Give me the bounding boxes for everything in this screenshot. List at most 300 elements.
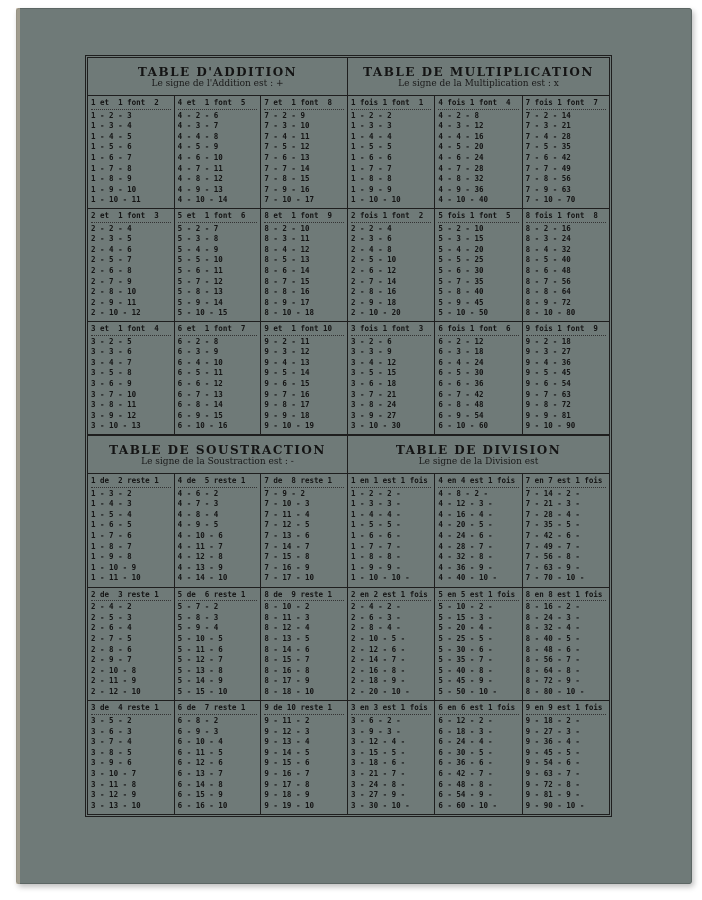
division-table-row: 1 - 2 - 2 - xyxy=(351,488,401,498)
multiplication-table-row: 2 - 10 - 20 xyxy=(351,308,401,318)
multiplication-table-row: 4 - 3 - 12 xyxy=(438,121,484,131)
addition-table-row: 9 - 6 - 15 xyxy=(264,378,310,388)
multiplication-table-row: 4 - 8 - 32 xyxy=(438,174,484,184)
soustraction-block-header: 9 de 10 reste 1 xyxy=(264,703,344,715)
addition-table-row: 8 - 4 - 12 xyxy=(264,244,310,254)
soustraction-table-row: 2 - 4 - 2 xyxy=(91,602,132,612)
addition-table-row: 2 - 8 - 10 xyxy=(91,287,137,297)
division-table-row: 7 - 63 - 9 - xyxy=(525,562,580,572)
addition-table-row: 1 - 7 - 8 xyxy=(91,163,132,173)
addition-block xyxy=(261,209,347,322)
soustraction-table-row: 8 - 14 - 6 xyxy=(264,644,310,654)
division-table-row: 2 - 8 - 4 - xyxy=(351,623,401,633)
addition-table-row: 5 - 8 - 13 xyxy=(177,287,223,297)
addition-table-row: 6 - 10 - 16 xyxy=(177,421,228,431)
soustraction-table-row: 7 - 17 - 10 xyxy=(264,573,315,583)
addition-table-row: 9 - 3 - 12 xyxy=(264,347,310,357)
multiplication-table-row: 7 - 6 - 42 xyxy=(525,152,571,162)
multiplication-table-row: 5 - 7 - 35 xyxy=(438,276,484,286)
multiplication-block xyxy=(523,322,609,434)
addition-column xyxy=(261,96,347,434)
soustraction-table-row: 2 - 10 - 8 xyxy=(91,665,137,675)
multiplication-block-header: 1 fois 1 font 1 xyxy=(351,98,431,110)
soustraction-table-row: 9 - 18 - 9 xyxy=(264,790,310,800)
division-block xyxy=(348,588,434,702)
multiplication-table-row: 8 - 10 - 80 xyxy=(525,308,576,318)
division-table-row: 7 - 49 - 7 - xyxy=(525,541,580,551)
soustraction-table-row: 9 - 14 - 5 xyxy=(264,747,310,757)
soustraction-table-row: 6 - 13 - 7 xyxy=(177,768,223,778)
multiplication-table-row: 5 - 4 - 20 xyxy=(438,244,484,254)
division-block xyxy=(435,701,521,814)
addition-table-row: 7 - 4 - 11 xyxy=(264,131,310,141)
soustraction-table-row: 5 - 8 - 3 xyxy=(177,612,219,622)
addition-block xyxy=(175,209,261,322)
division-table-row: 9 - 63 - 7 - xyxy=(525,768,580,778)
soustraction-table-row: 6 - 8 - 2 xyxy=(177,715,219,725)
division-table-row: 4 - 36 - 9 - xyxy=(438,562,493,572)
division-block-header: 4 en 4 est 1 fois xyxy=(438,476,518,488)
division-table-row: 1 - 3 - 3 - xyxy=(351,499,401,509)
multiplication-table-row: 9 - 3 - 27 xyxy=(525,347,571,357)
division-table-row: 9 - 81 - 9 - xyxy=(525,790,580,800)
multiplication-block xyxy=(435,322,521,434)
addition-table-row: 9 - 9 - 18 xyxy=(264,410,310,420)
division-table-row: 2 - 4 - 2 - xyxy=(351,602,401,612)
soustraction-table-row: 4 - 11 - 7 xyxy=(177,541,223,551)
multiplication-table-row: 4 - 9 - 36 xyxy=(438,184,484,194)
soustraction-table-row: 4 - 7 - 3 xyxy=(177,499,219,509)
soustraction-table-row: 3 - 13 - 10 xyxy=(91,800,141,810)
division-table-row: 6 - 24 - 4 - xyxy=(438,737,493,747)
addition-block-header: 7 et 1 font 8 xyxy=(264,98,344,110)
soustraction-table-row: 1 - 11 - 10 xyxy=(91,573,141,583)
soustraction-column xyxy=(261,474,347,814)
division-table-row: 5 - 35 - 7 - xyxy=(438,655,493,665)
soustraction-table-row: 2 - 11 - 9 xyxy=(91,676,137,686)
division-table-row: 2 - 10 - 5 - xyxy=(351,634,406,644)
soustraction-table-row: 8 - 17 - 9 xyxy=(264,676,310,686)
soustraction-table-row: 7 - 9 - 2 xyxy=(264,488,305,498)
division-table-row: 2 - 12 - 6 - xyxy=(351,644,406,654)
multiplication-table-row: 1 - 2 - 2 xyxy=(351,110,392,120)
soustraction-table-row: 7 - 12 - 5 xyxy=(264,520,310,530)
soustraction-table-row: 9 - 19 - 10 xyxy=(264,800,315,810)
multiplication-table-row: 7 - 5 - 35 xyxy=(525,142,571,152)
multiplication-table-row: 6 - 8 - 48 xyxy=(438,400,484,410)
addition-table-row: 5 - 2 - 7 xyxy=(177,223,219,233)
division-table-row: 1 - 10 - 10 - xyxy=(351,573,410,583)
multiplication-table-row: 6 - 7 - 42 xyxy=(438,389,484,399)
multiplication-column xyxy=(348,96,435,434)
division-column xyxy=(348,474,435,814)
soustraction-table-row: 4 - 9 - 5 xyxy=(177,520,219,530)
division-block-header: 6 en 6 est 1 fois xyxy=(438,703,518,715)
addition-table-row: 8 - 2 - 10 xyxy=(264,223,310,233)
cover-edge xyxy=(16,8,20,884)
soustraction-block-header: 8 de 9 reste 1 xyxy=(264,590,344,602)
soustraction-table-row: 3 - 6 - 3 xyxy=(91,726,132,736)
soustraction-table-row: 7 - 14 - 7 xyxy=(264,541,310,551)
multiplication-table-row: 5 - 8 - 40 xyxy=(438,287,484,297)
addition-block-header: 5 et 1 font 6 xyxy=(178,211,258,223)
multiplication-block xyxy=(348,209,434,322)
soustraction-table-row: 6 - 14 - 8 xyxy=(177,779,223,789)
division-title: TABLE DE DIVISION xyxy=(395,443,562,457)
soustraction-table-row: 3 - 10 - 7 xyxy=(91,768,137,778)
soustraction-table-row: 2 - 7 - 5 xyxy=(91,634,132,644)
soustraction-table-row: 1 - 9 - 8 xyxy=(91,552,132,562)
division-block-header: 3 en 3 est 1 fois xyxy=(351,703,431,715)
division-table-row: 9 - 36 - 4 - xyxy=(525,737,580,747)
addition-table-row: 3 - 4 - 7 xyxy=(91,357,132,367)
division-table-row: 8 - 72 - 9 - xyxy=(525,676,580,686)
addition-table-row: 2 - 2 - 4 xyxy=(91,223,132,233)
addition-table-row: 3 - 5 - 8 xyxy=(91,368,132,378)
multiplication-table-row: 8 - 9 - 72 xyxy=(525,297,571,307)
multiplication-title: TABLE DE MULTIPLICATION xyxy=(363,65,594,79)
multiplication-table-row: 2 - 9 - 18 xyxy=(351,297,397,307)
division-block xyxy=(348,474,434,588)
multiplication-table-row: 8 - 6 - 48 xyxy=(525,265,571,275)
division-table-row: 3 - 12 - 4 - xyxy=(351,737,406,747)
addition-table-row: 5 - 5 - 10 xyxy=(177,255,223,265)
multiplication-table-row: 9 - 2 - 18 xyxy=(525,336,571,346)
division-table-row: 1 - 4 - 4 - xyxy=(351,509,401,519)
multiplication-table-row: 8 - 2 - 16 xyxy=(525,223,571,233)
addition-block-header: 3 et 1 font 4 xyxy=(91,324,171,336)
addition-column xyxy=(88,96,175,434)
soustraction-table-row: 3 - 5 - 2 xyxy=(91,715,132,725)
addition-table-row: 3 - 3 - 6 xyxy=(91,347,132,357)
multiplication-table-row: 4 - 5 - 20 xyxy=(438,142,484,152)
soustraction-table-row: 3 - 8 - 5 xyxy=(91,747,132,757)
multiplication-table-row: 4 - 6 - 24 xyxy=(438,152,484,162)
division-table-row: 6 - 12 - 2 - xyxy=(438,715,493,725)
multiplication-block xyxy=(523,96,609,209)
soustraction-table-row: 5 - 14 - 9 xyxy=(177,676,223,686)
multiplication-table-row: 8 - 3 - 24 xyxy=(525,234,571,244)
soustraction-table-row: 9 - 11 - 2 xyxy=(264,715,310,725)
soustraction-table-row: 1 - 8 - 7 xyxy=(91,541,132,551)
soustraction-table-row: 9 - 17 - 8 xyxy=(264,779,310,789)
multiplication-table-row: 5 - 3 - 15 xyxy=(438,234,484,244)
division-block-header: 8 en 8 est 1 fois xyxy=(526,590,606,602)
division-table-row: 8 - 56 - 7 - xyxy=(525,655,580,665)
division-table-row: 8 - 64 - 8 - xyxy=(525,665,580,675)
soustraction-block xyxy=(175,474,261,588)
addition-table-row: 7 - 2 - 9 xyxy=(264,110,305,120)
division-table-row: 7 - 70 - 10 - xyxy=(525,573,585,583)
soustraction-table-row: 3 - 7 - 4 xyxy=(91,737,132,747)
division-heading xyxy=(348,436,609,474)
division-table-row: 2 - 20 - 10 - xyxy=(351,687,410,697)
division-block xyxy=(435,474,521,588)
multiplication-table-row: 1 - 7 - 7 xyxy=(351,163,392,173)
division-table-row: 8 - 32 - 4 - xyxy=(525,623,580,633)
addition-table-row: 9 - 7 - 16 xyxy=(264,389,310,399)
multiplication-table-row: 1 - 4 - 4 xyxy=(351,131,392,141)
soustraction-table-row: 7 - 16 - 9 xyxy=(264,562,310,572)
division-block xyxy=(523,588,609,702)
addition-table-row: 4 - 7 - 11 xyxy=(177,163,223,173)
soustraction-block xyxy=(261,474,347,588)
addition-table-row: 6 - 9 - 15 xyxy=(177,410,223,420)
multiplication-block-header: 8 fois 1 font 8 xyxy=(526,211,606,223)
multiplication-table-row: 2 - 3 - 6 xyxy=(351,234,392,244)
soustraction-table-row: 6 - 15 - 9 xyxy=(177,790,223,800)
addition-table-row: 9 - 8 - 17 xyxy=(264,400,310,410)
division-table-row: 1 - 7 - 7 - xyxy=(351,541,401,551)
addition-table-row: 1 - 3 - 4 xyxy=(91,121,132,131)
multiplication-column xyxy=(523,96,609,434)
soustraction-subtitle: Le signe de la Soustraction est : - xyxy=(141,457,294,467)
multiplication-table-row: 8 - 7 - 56 xyxy=(525,276,571,286)
division-table-row: 8 - 48 - 6 - xyxy=(525,644,580,654)
division-table-row: 9 - 45 - 5 - xyxy=(525,747,580,757)
multiplication-table-row: 3 - 7 - 21 xyxy=(351,389,397,399)
soustraction-block-header: 4 de 5 reste 1 xyxy=(178,476,258,488)
addition-block-header: 8 et 1 font 9 xyxy=(264,211,344,223)
soustraction-table-row: 8 - 16 - 8 xyxy=(264,665,310,675)
addition-block xyxy=(175,96,261,209)
multiplication-table-row: 9 - 9 - 81 xyxy=(525,410,571,420)
soustraction-table-row: 8 - 12 - 4 xyxy=(264,623,310,633)
division-block-header: 7 en 7 est 1 fois xyxy=(526,476,606,488)
multiplication-block xyxy=(435,96,521,209)
addition-table-row: 8 - 9 - 17 xyxy=(264,297,310,307)
addition-table-row: 6 - 5 - 11 xyxy=(177,368,223,378)
addition-block-header: 6 et 1 font 7 xyxy=(178,324,258,336)
soustraction-block xyxy=(261,701,347,814)
multiplication-table-row: 7 - 10 - 70 xyxy=(525,195,576,205)
soustraction-column xyxy=(88,474,175,814)
multiplication-table-row: 3 - 4 - 12 xyxy=(351,357,397,367)
multiplication-table-row: 7 - 3 - 21 xyxy=(525,121,571,131)
soustraction-table-row: 4 - 8 - 4 xyxy=(177,509,219,519)
multiplication-table-row: 8 - 5 - 40 xyxy=(525,255,571,265)
soustraction-table-row: 7 - 10 - 3 xyxy=(264,499,310,509)
addition-heading xyxy=(88,58,347,96)
soustraction-block-header: 1 de 2 reste 1 xyxy=(91,476,171,488)
soustraction-table-row: 4 - 14 - 10 xyxy=(177,573,228,583)
division-table-row: 9 - 27 - 3 - xyxy=(525,726,580,736)
addition-block-header: 1 et 1 font 2 xyxy=(91,98,171,110)
multiplication-table-row: 4 - 10 - 40 xyxy=(438,195,488,205)
addition-table-row: 5 - 3 - 8 xyxy=(177,234,219,244)
soustraction-block-header: 7 de 8 reste 1 xyxy=(264,476,344,488)
division-table-row: 4 - 40 - 10 - xyxy=(438,573,498,583)
division-table-row: 3 - 24 - 8 - xyxy=(351,779,406,789)
soustraction-table-row: 8 - 18 - 10 xyxy=(264,687,315,697)
multiplication-table-row: 3 - 6 - 18 xyxy=(351,378,397,388)
division-table-row: 3 - 21 - 7 - xyxy=(351,768,406,778)
soustraction-block-header: 6 de 7 reste 1 xyxy=(178,703,258,715)
addition-table-row: 7 - 3 - 10 xyxy=(264,121,310,131)
multiplication-table-row: 9 - 4 - 36 xyxy=(525,357,571,367)
multiplication-table-row: 6 - 4 - 24 xyxy=(438,357,484,367)
division-table-row: 2 - 6 - 3 - xyxy=(351,612,401,622)
multiplication-table-row: 7 - 4 - 28 xyxy=(525,131,571,141)
multiplication-table-row: 6 - 5 - 30 xyxy=(438,368,484,378)
multiplication-table-row: 2 - 6 - 12 xyxy=(351,265,397,275)
division-table-row: 9 - 18 - 2 - xyxy=(525,715,580,725)
addition-table-row: 5 - 6 - 11 xyxy=(177,265,223,275)
addition-table-row: 7 - 6 - 13 xyxy=(264,152,310,162)
soustraction-table-row: 8 - 13 - 5 xyxy=(264,634,310,644)
multiplication-table-row: 9 - 8 - 72 xyxy=(525,400,571,410)
soustraction-block-header: 3 de 4 reste 1 xyxy=(91,703,171,715)
multiplication-table-row: 6 - 9 - 54 xyxy=(438,410,484,420)
soustraction-block xyxy=(175,588,261,702)
soustraction-block-header: 5 de 6 reste 1 xyxy=(178,590,258,602)
addition-table-row: 1 - 9 - 10 xyxy=(91,184,137,194)
multiplication-block-header: 7 fois 1 font 7 xyxy=(526,98,606,110)
division-table-row: 3 - 30 - 10 - xyxy=(351,800,410,810)
soustraction-block xyxy=(175,701,261,814)
addition-table-row: 4 - 6 - 10 xyxy=(177,152,223,162)
addition-block-header: 9 et 1 font 10 xyxy=(264,324,344,336)
soustraction-table-row: 6 - 10 - 4 xyxy=(177,737,223,747)
multiplication-block-header: 2 fois 1 font 2 xyxy=(351,211,431,223)
division-table-row: 1 - 6 - 6 - xyxy=(351,530,401,540)
division-column xyxy=(435,474,522,814)
multiplication-table-row: 3 - 8 - 24 xyxy=(351,400,397,410)
addition-table-row: 1 - 5 - 6 xyxy=(91,142,132,152)
multiplication-table-row: 5 - 5 - 25 xyxy=(438,255,484,265)
multiplication-table-row: 6 - 3 - 18 xyxy=(438,347,484,357)
soustraction-table-row: 6 - 16 - 10 xyxy=(177,800,228,810)
soustraction-table-row: 5 - 10 - 5 xyxy=(177,634,223,644)
division-table-row: 6 - 48 - 8 - xyxy=(438,779,493,789)
addition-table-row: 7 - 7 - 14 xyxy=(264,163,310,173)
soustraction-table-row: 8 - 11 - 3 xyxy=(264,612,310,622)
addition-block xyxy=(88,322,174,434)
multiplication-table-row: 4 - 7 - 28 xyxy=(438,163,484,173)
addition-table-row: 7 - 8 - 15 xyxy=(264,174,310,184)
soustraction-table-row: 9 - 15 - 6 xyxy=(264,758,310,768)
addition-table-row: 2 - 6 - 8 xyxy=(91,265,132,275)
soustraction-table-row: 1 - 10 - 9 xyxy=(91,562,137,572)
multiplication-table-row: 1 - 6 - 6 xyxy=(351,152,392,162)
addition-table-row: 2 - 7 - 9 xyxy=(91,276,132,286)
addition-table-row: 1 - 4 - 5 xyxy=(91,131,132,141)
division-table-row: 5 - 40 - 8 - xyxy=(438,665,493,675)
addition-table-row: 4 - 2 - 6 xyxy=(177,110,219,120)
multiplication-table-row: 5 - 10 - 50 xyxy=(438,308,488,318)
multiplication-table-row: 1 - 9 - 9 xyxy=(351,184,392,194)
division-table-row: 7 - 56 - 8 - xyxy=(525,552,580,562)
division-block xyxy=(523,474,609,588)
multiplication-table-row: 2 - 2 - 4 xyxy=(351,223,392,233)
addition-table-row: 1 - 2 - 3 xyxy=(91,110,132,120)
multiplication-table-row: 9 - 6 - 54 xyxy=(525,378,571,388)
soustraction-table-row: 2 - 5 - 3 xyxy=(91,612,132,622)
soustraction-table-row: 5 - 11 - 6 xyxy=(177,644,223,654)
multiplication-block xyxy=(523,209,609,322)
soustraction-table-row: 1 - 5 - 4 xyxy=(91,509,132,519)
multiplication-table-row: 4 - 2 - 8 xyxy=(438,110,479,120)
division-block xyxy=(523,701,609,814)
addition-table xyxy=(88,58,348,436)
addition-table-row: 6 - 4 - 10 xyxy=(177,357,223,367)
addition-table-row: 8 - 10 - 18 xyxy=(264,308,315,318)
soustraction-table-row: 3 - 12 - 9 xyxy=(91,790,137,800)
multiplication-table-row: 5 - 2 - 10 xyxy=(438,223,484,233)
soustraction-column xyxy=(175,474,262,814)
soustraction-table-row: 2 - 9 - 7 xyxy=(91,655,132,665)
soustraction-table-row: 5 - 7 - 2 xyxy=(177,602,219,612)
soustraction-table-row: 2 - 6 - 4 xyxy=(91,623,132,633)
division-table xyxy=(348,436,609,814)
division-table-row: 2 - 14 - 7 - xyxy=(351,655,406,665)
multiplication-table xyxy=(348,58,609,436)
division-table-row: 1 - 5 - 5 - xyxy=(351,520,401,530)
division-table-row: 6 - 54 - 9 - xyxy=(438,790,493,800)
addition-table-row: 2 - 10 - 12 xyxy=(91,308,141,318)
addition-table-row: 7 - 9 - 16 xyxy=(264,184,310,194)
addition-table-row: 8 - 3 - 11 xyxy=(264,234,310,244)
addition-table-row: 1 - 6 - 7 xyxy=(91,152,132,162)
soustraction-block xyxy=(88,474,174,588)
division-table-row: 5 - 10 - 2 - xyxy=(438,602,493,612)
addition-table-row: 2 - 4 - 6 xyxy=(91,244,132,254)
division-table-row: 5 - 45 - 9 - xyxy=(438,676,493,686)
tables-frame xyxy=(85,55,612,817)
division-block-header: 9 en 9 est 1 fois xyxy=(526,703,606,715)
division-table-row: 7 - 14 - 2 - xyxy=(525,488,580,498)
division-table-row: 3 - 15 - 5 - xyxy=(351,747,406,757)
addition-table-row: 3 - 7 - 10 xyxy=(91,389,137,399)
multiplication-table-row: 5 - 9 - 45 xyxy=(438,297,484,307)
soustraction-table-row: 4 - 13 - 9 xyxy=(177,562,223,572)
soustraction-table-row: 8 - 10 - 2 xyxy=(264,602,310,612)
division-table-row: 6 - 60 - 10 - xyxy=(438,800,498,810)
addition-block-header: 2 et 1 font 3 xyxy=(91,211,171,223)
soustraction-table-row: 7 - 13 - 6 xyxy=(264,530,310,540)
soustraction-table-row: 5 - 9 - 4 xyxy=(177,623,219,633)
multiplication-table-row: 1 - 5 - 5 xyxy=(351,142,392,152)
soustraction-block xyxy=(261,588,347,702)
division-table-row: 5 - 15 - 3 - xyxy=(438,612,493,622)
addition-table-row: 3 - 10 - 13 xyxy=(91,421,141,431)
division-table-row: 7 - 35 - 5 - xyxy=(525,520,580,530)
multiplication-table-row: 7 - 7 - 49 xyxy=(525,163,571,173)
addition-table-row: 2 - 5 - 7 xyxy=(91,255,132,265)
addition-block xyxy=(88,96,174,209)
division-table-row: 7 - 42 - 6 - xyxy=(525,530,580,540)
addition-block xyxy=(175,322,261,434)
division-table-row: 3 - 18 - 6 - xyxy=(351,758,406,768)
addition-block-header: 4 et 1 font 5 xyxy=(178,98,258,110)
addition-table-row: 6 - 6 - 12 xyxy=(177,378,223,388)
multiplication-table-row: 9 - 10 - 90 xyxy=(525,421,576,431)
division-table-row: 5 - 30 - 6 - xyxy=(438,644,493,654)
soustraction-table-row: 1 - 4 - 3 xyxy=(91,499,132,509)
division-table-row: 9 - 90 - 10 - xyxy=(525,800,585,810)
addition-table-row: 6 - 8 - 14 xyxy=(177,400,223,410)
soustraction-table-row: 9 - 16 - 7 xyxy=(264,768,310,778)
multiplication-block-header: 5 fois 1 font 5 xyxy=(438,211,518,223)
soustraction-table-row: 6 - 12 - 6 xyxy=(177,758,223,768)
division-table-row: 8 - 80 - 10 - xyxy=(525,687,585,697)
division-table-row: 3 - 27 - 9 - xyxy=(351,790,406,800)
division-table-row: 6 - 42 - 7 - xyxy=(438,768,493,778)
soustraction-table-row: 7 - 15 - 8 xyxy=(264,552,310,562)
soustraction-table-row: 1 - 3 - 2 xyxy=(91,488,132,498)
multiplication-table-row: 7 - 9 - 63 xyxy=(525,184,571,194)
addition-table-row: 7 - 5 - 12 xyxy=(264,142,310,152)
